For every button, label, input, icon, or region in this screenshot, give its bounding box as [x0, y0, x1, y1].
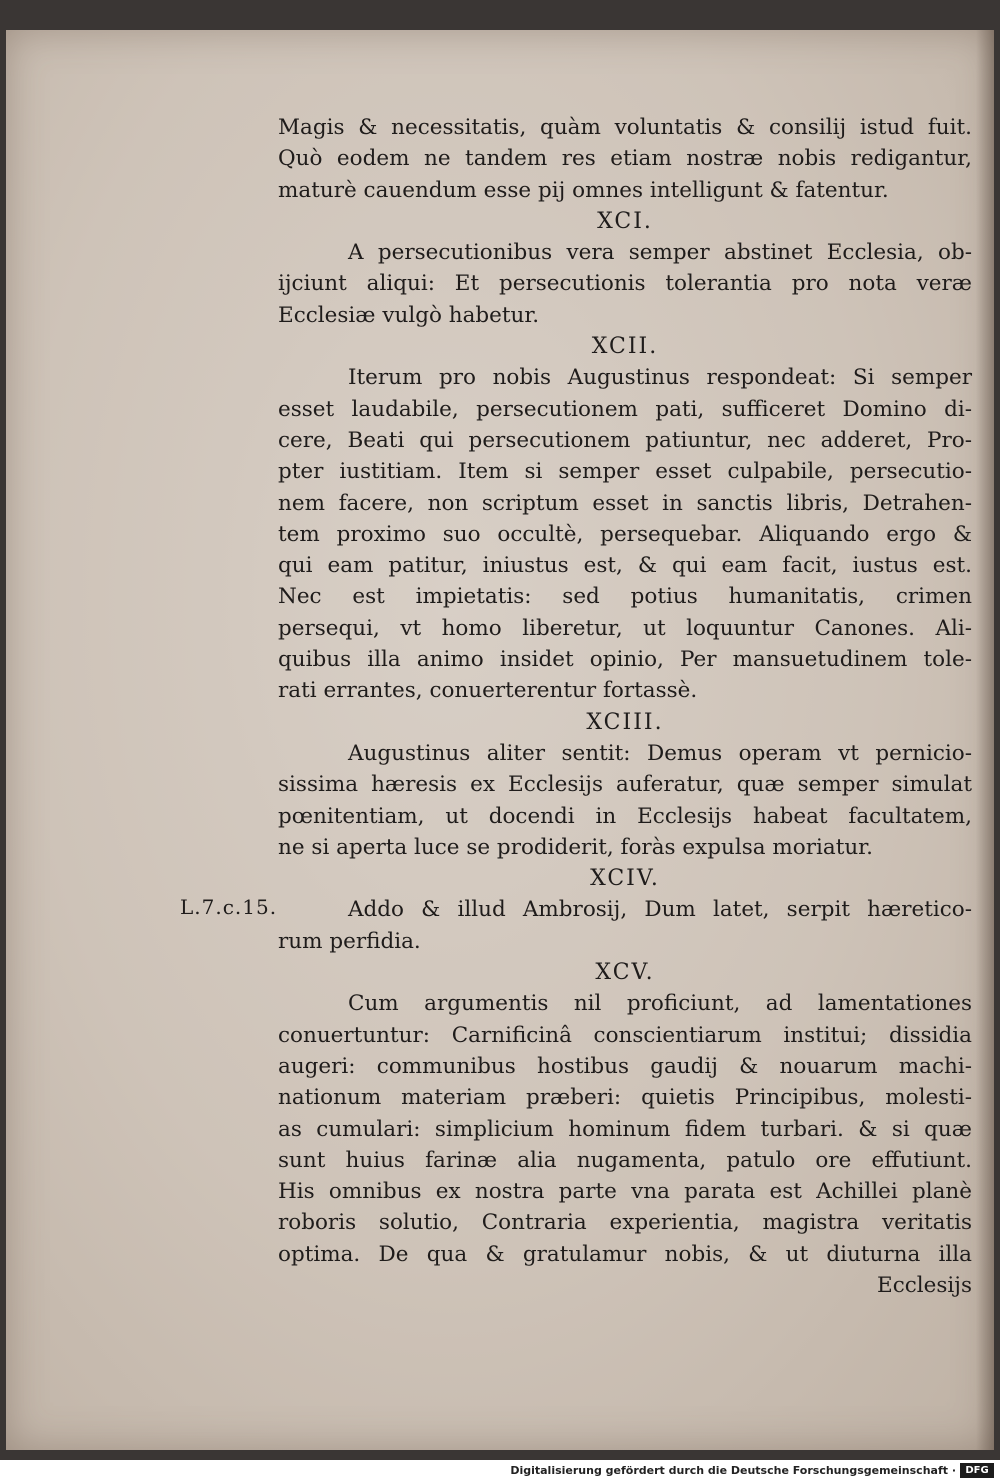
book-page [6, 30, 994, 1450]
text-line: augeri: communibus hostibus gaudij & nouarum machi- [278, 1053, 972, 1079]
text-line: His omnibus ex nostra parte vna parata est Achillei planè [278, 1179, 972, 1205]
text-line: tem proximo suo occultè, persequebar. Aliquando ergo & [278, 521, 972, 547]
section-heading: XCV. [595, 960, 655, 986]
text-line: maturè cauendum esse pij omnes intelligunt & fatentur. [278, 177, 889, 203]
text-line: qui eam patitur, iniustus est, & qui eam facit, iustus est. [278, 553, 972, 579]
section-heading: XCIII. [586, 709, 664, 735]
text-line: ne si aperta luce se prodiderit, foràs expulsa moriatur. [278, 834, 873, 860]
text-line: conuertuntur: Carnificinâ conscientiarum institui; dissidia [278, 1022, 972, 1048]
text-line: sissima hæresis ex Ecclesijs auferatur, quæ semper simulat [278, 772, 972, 798]
text-line: persequi, vt homo liberetur, ut loquuntur Canones. Ali- [278, 615, 972, 641]
text-line: Ecclesiæ vulgò habetur. [278, 302, 540, 328]
section-heading: XCIV. [590, 866, 660, 892]
text-line: Iterum pro nobis Augustinus respondeat: Si semper [348, 365, 972, 391]
page-text [278, 112, 972, 1301]
footer [0, 1460, 1000, 1482]
text-line: Augustinus aliter sentit: Demus operam vt pernicio- [348, 740, 972, 766]
text-line: Cum argumentis nil proficiunt, ad lamentationes [348, 991, 972, 1017]
text-line: A persecutionibus vera semper abstinet Ecclesia, ob- [348, 240, 972, 266]
text-line: esset laudabile, persecutionem pati, sufficeret Domino di- [278, 396, 972, 422]
margin-note: L.7.c.15. [180, 895, 278, 919]
footer-credit: Digitalisierung gefördert durch die Deutsche Forschungsgemeinschaft · [510, 1464, 956, 1477]
text-line: pter iustitiam. Item si semper esset culpabile, persecutio- [278, 459, 972, 485]
text-line: Magis & necessitatis, quàm voluntatis & consilij istud fuit. [278, 115, 972, 140]
text-line: Quò eodem ne tandem res etiam nostræ nobis redigantur, [278, 146, 972, 172]
section-heading: XCI. [597, 208, 653, 234]
text-line: as cumulari: simplicium hominum fidem turbari. & si quæ [278, 1116, 972, 1142]
text-line: cere, Beati qui persecutionem patiuntur, nec adderet, Pro- [278, 427, 972, 453]
text-line: Ecclesijs [877, 1272, 972, 1298]
text-line: roboris solutio, Contraria experientia, magistra veritatis [278, 1210, 972, 1236]
text-line: quibus illa animo insidet opinio, Per mansuetudinem tole- [278, 647, 972, 673]
text-line: rum perfidia. [278, 928, 421, 954]
text-line: optima. De qua & gratulamur nobis, & ut diuturna illa [278, 1241, 972, 1267]
text-line: pœnitentiam, ut docendi in Ecclesijs habeat facultatem, [278, 803, 972, 829]
text-line: sunt huius farinæ alia nugamenta, patulo ore effutiunt. [278, 1147, 972, 1173]
section-heading: XCII. [591, 334, 659, 360]
text-line: nem facere, non scriptum esset in sanctis libris, Detrahen- [278, 490, 972, 516]
text-line: Addo & illud Ambrosij, Dum latet, serpit hæretico- [348, 897, 972, 923]
text-line: rati errantes, conuerterentur fortassè. [278, 678, 698, 704]
text-line: ijciunt aliqui: Et persecutionis tolerantia pro nota veræ [278, 271, 972, 297]
text-line: nationum materiam præberi: quietis Principibus, molesti- [278, 1085, 972, 1111]
dfg-logo: DFG [960, 1463, 994, 1478]
text-line: Nec est impietatis: sed potius humanitatis, crimen [278, 584, 972, 610]
